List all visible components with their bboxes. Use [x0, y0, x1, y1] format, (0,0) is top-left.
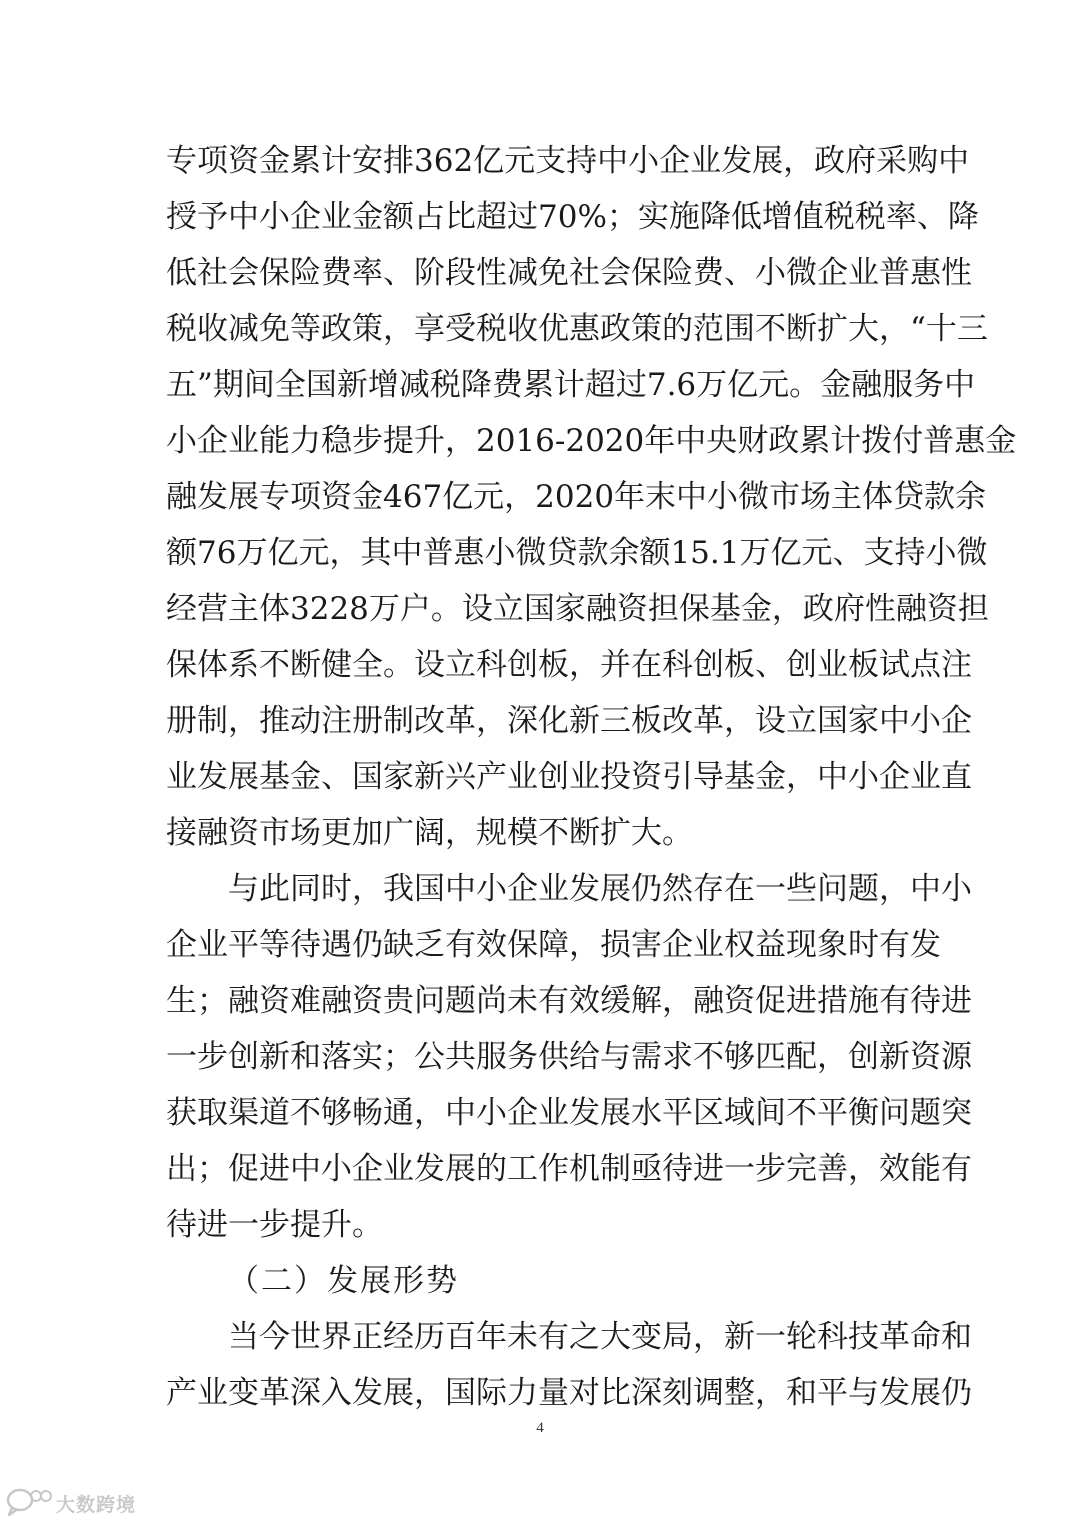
- speech-bubble-logo-icon: [6, 1486, 52, 1520]
- section-heading: （二）发展形势: [228, 1263, 459, 1299]
- paragraph-line: 获取渠道不够畅通，中小企业发展水平区域间不平衡问题突: [166, 1095, 972, 1131]
- paragraph-line: 融发展专项资金467亿元，2020年末中小微市场主体贷款余: [166, 479, 987, 515]
- paragraph-line: 业发展基金、国家新兴产业创业投资引导基金，中小企业直: [166, 759, 972, 795]
- page-number: 4: [536, 1420, 544, 1436]
- paragraph-line: 税收减免等政策，享受税收优惠政策的范围不断扩大，“十三: [166, 311, 988, 347]
- paragraph-line: 专项资金累计安排362亿元支持中小企业发展，政府采购中: [166, 143, 970, 179]
- paragraph-line: 生；融资难融资贵问题尚未有效缓解，融资促进措施有待进: [166, 983, 972, 1019]
- paragraph-line: 当今世界正经历百年未有之大变局，新一轮科技革命和: [228, 1319, 972, 1355]
- paragraph-line: 与此同时，我国中小企业发展仍然存在一些问题，中小: [228, 871, 972, 907]
- watermark: [6, 1486, 136, 1520]
- paragraph-line: 接融资市场更加广阔，规模不断扩大。: [166, 815, 693, 851]
- paragraph-line: 额76万亿元，其中普惠小微贷款余额15.1万亿元、支持小微: [166, 535, 988, 571]
- paragraph-line: 册制，推动注册制改革，深化新三板改革，设立国家中小企: [166, 703, 972, 739]
- paragraph-line: 经营主体3228万户。设立国家融资担保基金，政府性融资担: [166, 591, 989, 627]
- paragraph-line: 小企业能力稳步提升，2016-2020年中央财政累计拨付普惠金: [166, 423, 1017, 459]
- paragraph-line: 企业平等待遇仍缺乏有效保障，损害企业权益现象时有发: [166, 927, 941, 963]
- paragraph-line: 产业变革深入发展，国际力量对比深刻调整，和平与发展仍: [166, 1375, 972, 1411]
- paragraph-line: 出；促进中小企业发展的工作机制亟待进一步完善，效能有: [166, 1151, 972, 1187]
- paragraph-line: 授予中小企业金额占比超过70%；实施降低增值税税率、降: [166, 199, 979, 235]
- watermark-text: 大数跨境: [56, 1493, 137, 1516]
- paragraph-line: 保体系不断健全。设立科创板，并在科创板、创业板试点注: [166, 647, 972, 683]
- paragraph-line: 一步创新和落实；公共服务供给与需求不够匹配，创新资源: [166, 1039, 972, 1075]
- paragraph-line: 低社会保险费率、阶段性减免社会保险费、小微企业普惠性: [166, 255, 972, 291]
- paragraph-line: 五”期间全国新增减税降费累计超过7.6万亿元。金融服务中: [166, 367, 976, 403]
- paragraph-line: 待进一步提升。: [166, 1207, 383, 1243]
